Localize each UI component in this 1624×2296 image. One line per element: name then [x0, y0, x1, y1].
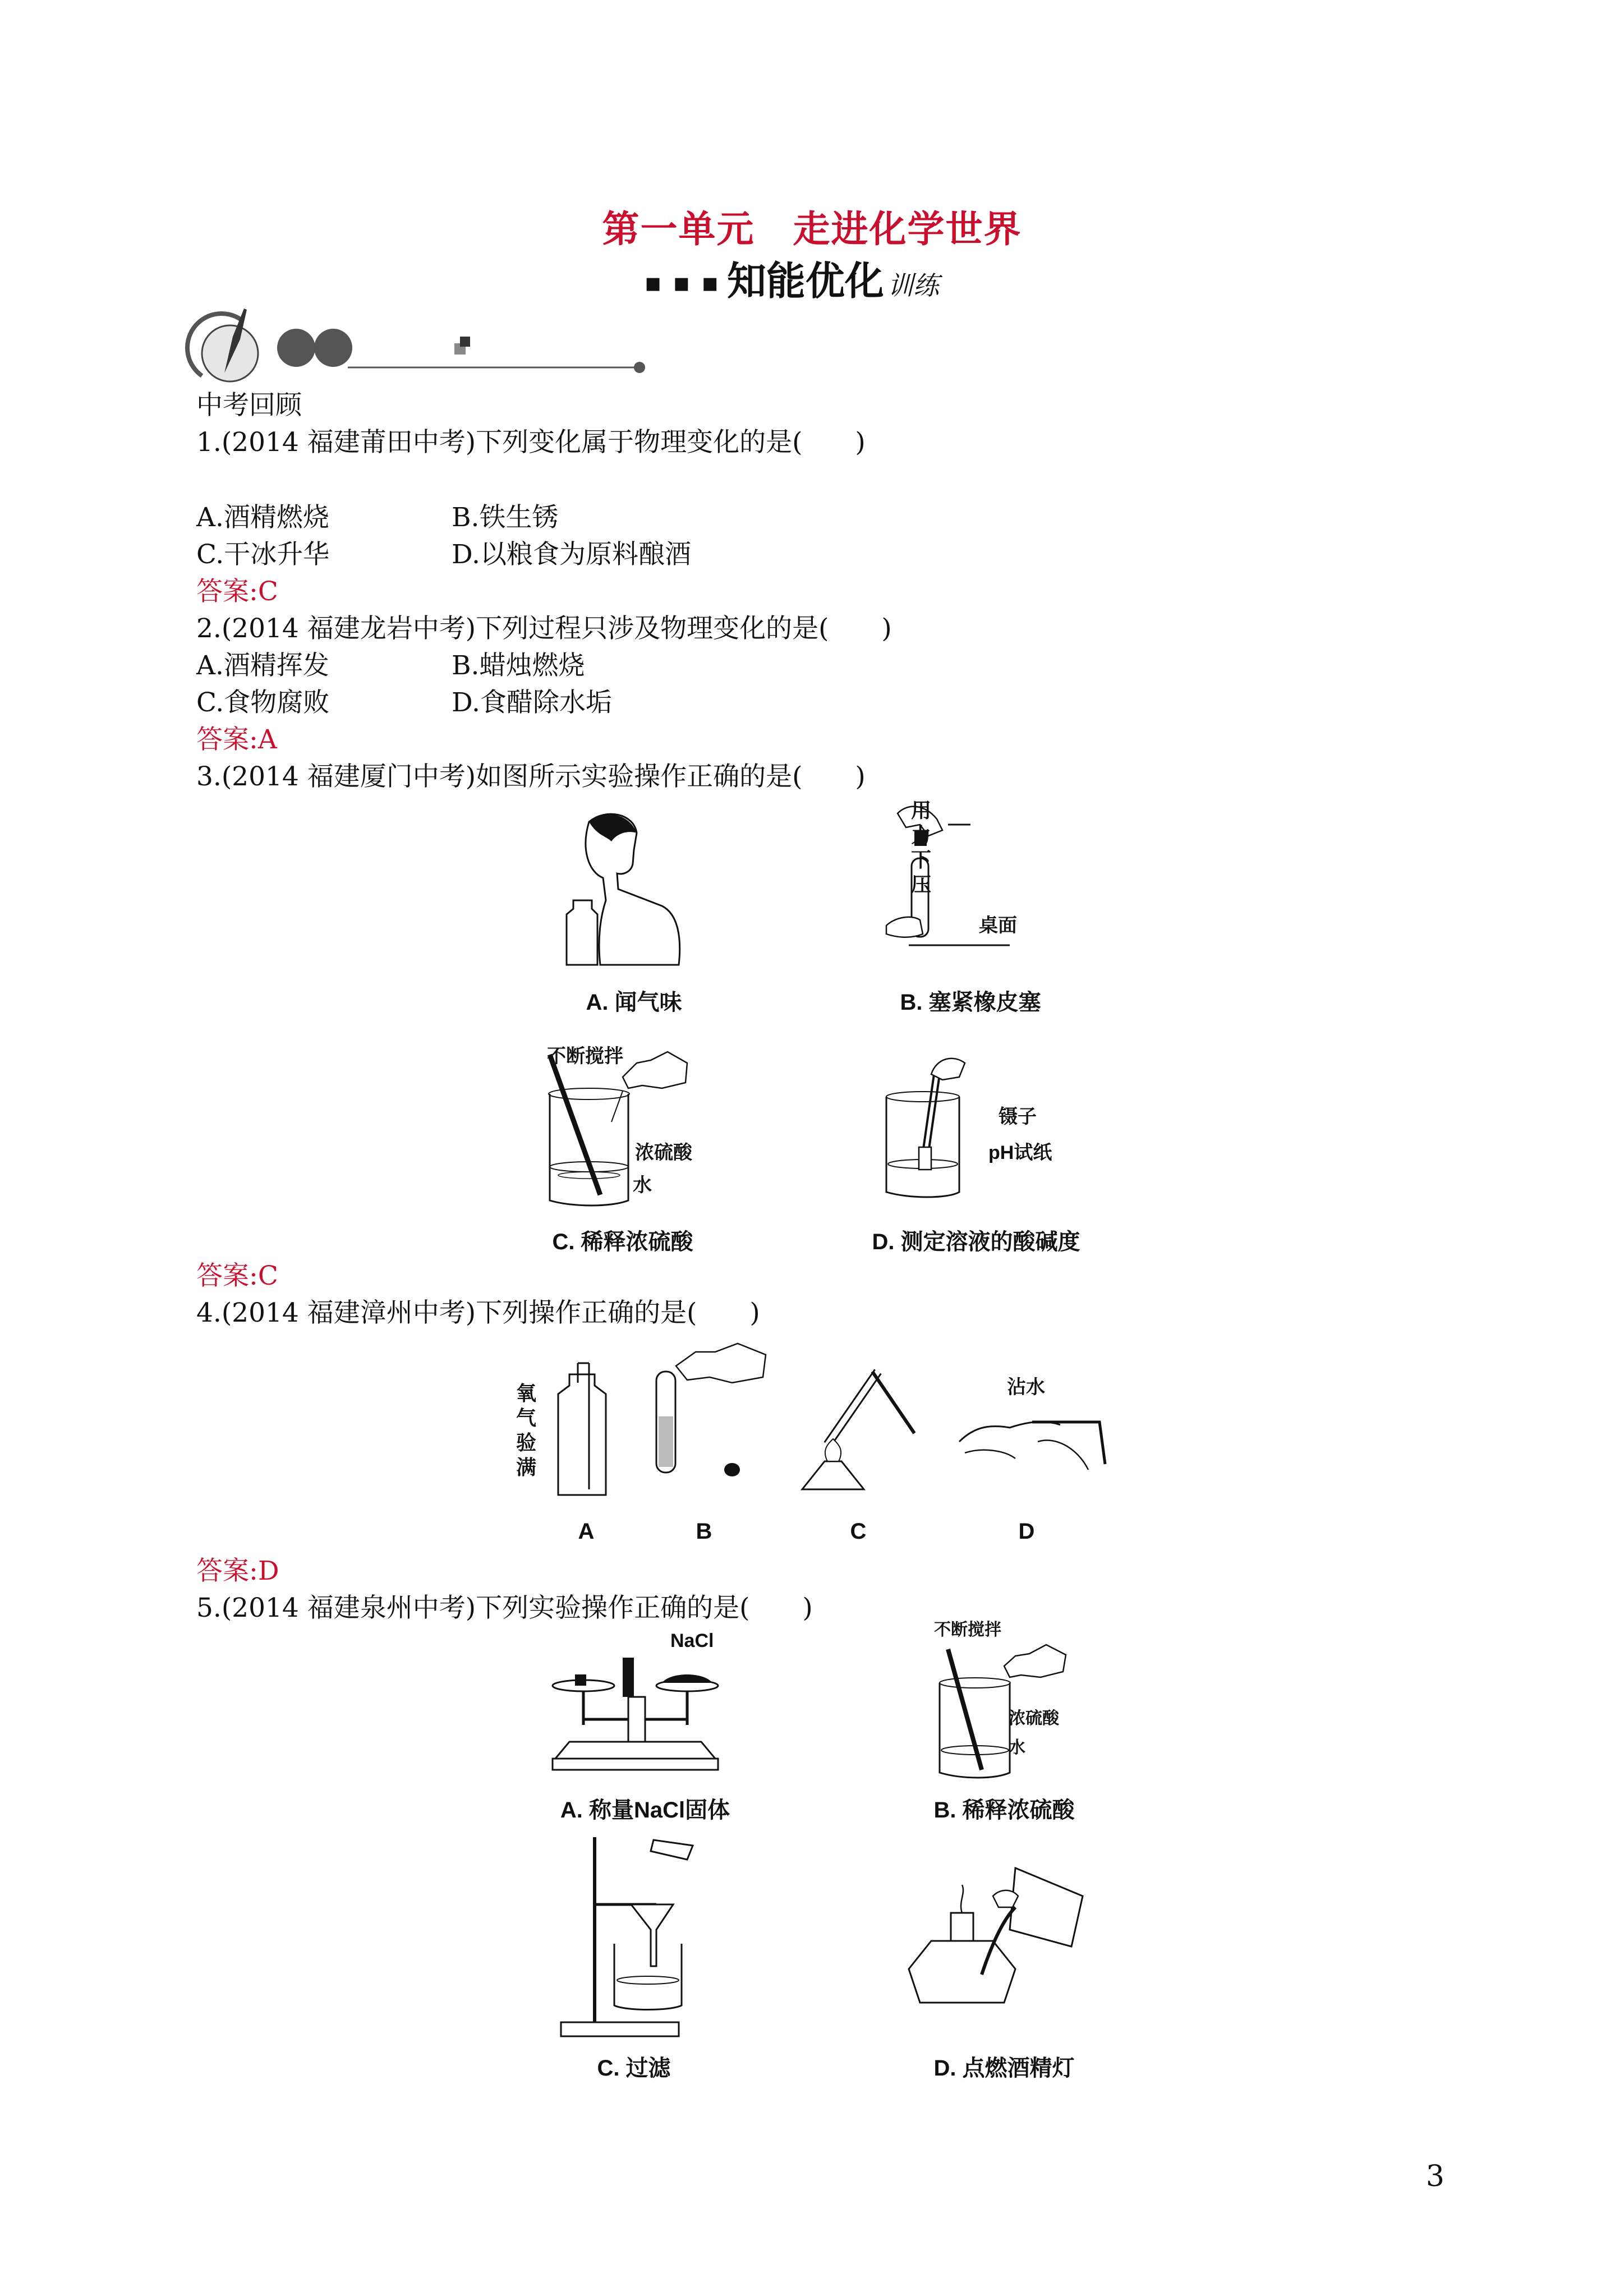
- banner-circle-2: [314, 329, 352, 367]
- q1-stem: 1.(2014 福建莆田中考)下列变化属于物理变化的是( ): [196, 427, 866, 458]
- q5-fig-d-lamp: [903, 1862, 1094, 2031]
- q4-caption-a: A: [578, 1519, 595, 1544]
- q3-label-desk: 桌面: [979, 915, 1017, 936]
- q3-label-ph-paper: pH试纸: [988, 1142, 1052, 1163]
- q3-label-tweezers: 镊子: [999, 1106, 1037, 1128]
- q2-option-d: D.食醋除水垢: [452, 687, 612, 718]
- q4-fig-b-test-tube: [654, 1338, 783, 1484]
- q3-answer: 答案:C: [196, 1260, 278, 1291]
- q4-fig-c-heating: [794, 1360, 928, 1501]
- q5-stem: 5.(2014 福建泉州中考)下列实验操作正确的是( ): [196, 1593, 813, 1623]
- q3-caption-a: A. 闻气味: [586, 990, 682, 1015]
- q5-caption-c: C. 过滤: [597, 2056, 671, 2081]
- q3-label-water: 水: [633, 1175, 652, 1196]
- q3-fig-d-ph: [875, 1052, 1038, 1209]
- q5-label-acid: 浓硫酸: [1009, 1709, 1059, 1728]
- brush-icon: [187, 309, 258, 381]
- subtitle-dots-decoration: ■ ■ ■: [645, 274, 721, 294]
- q1-answer: 答案:C: [196, 576, 278, 607]
- q1-option-d: D.以粮食为原料酿酒: [452, 539, 691, 570]
- q5-fig-a-balance: [550, 1646, 740, 1775]
- q3-label-acid: 浓硫酸: [635, 1142, 692, 1163]
- q2-option-b: B.蜡烛燃烧: [452, 650, 585, 681]
- q3-label-press: 用力下压: [910, 799, 931, 896]
- section-subtitle: [645, 250, 939, 306]
- q4-fig-a-gas-bottle: [544, 1360, 617, 1501]
- q4-caption-c: C: [850, 1519, 867, 1544]
- q4-stem: 4.(2014 福建漳州中考)下列操作正确的是( ): [196, 1297, 760, 1328]
- banner-end-dot: [634, 362, 645, 373]
- q3-caption-d: D. 测定溶液的酸碱度: [872, 1230, 1080, 1254]
- subtitle-main: 知能优化: [726, 258, 884, 304]
- unit-title: 第一单元 走进化学世界: [602, 207, 1022, 251]
- q2-option-a: A.酒精挥发: [196, 650, 329, 681]
- q2-answer: 答案:A: [196, 724, 277, 755]
- q4-fig-d-glass-tube: [948, 1397, 1116, 1492]
- q5-caption-a: A. 称量NaCl固体: [560, 1798, 730, 1823]
- q2-stem: 2.(2014 福建龙岩中考)下列过程只涉及物理变化的是( ): [196, 613, 892, 644]
- q4-caption-d: D: [1018, 1519, 1035, 1544]
- q4-answer: 答案:D: [196, 1556, 279, 1586]
- banner-circle-1: [277, 329, 315, 367]
- q4-label-oxygen-test: 氧气验满: [516, 1382, 536, 1479]
- section-banner: [191, 297, 651, 387]
- q5-label-water: 水: [1009, 1738, 1025, 1757]
- subtitle-small: 训练: [887, 270, 939, 301]
- q3-fig-b-stopper: [875, 797, 1021, 965]
- q3-label-stir: 不断搅拌: [547, 1046, 623, 1067]
- q5-caption-b: B. 稀释浓硫酸: [933, 1798, 1075, 1823]
- section-heading: 中考回顾: [196, 390, 302, 421]
- q4-label-wet: 沾水: [1007, 1377, 1045, 1398]
- q5-fig-c-filtration: [553, 1837, 721, 2045]
- q1-option-b: B.铁生锈: [452, 502, 559, 533]
- banner-square-2: [460, 337, 470, 347]
- q3-fig-c-dilution: [539, 1043, 696, 1212]
- q3-caption-b: B. 塞紧橡皮塞: [900, 990, 1041, 1015]
- q3-stem: 3.(2014 福建厦门中考)如图所示实验操作正确的是( ): [196, 761, 866, 792]
- q5-label-nacl: NaCl: [670, 1630, 714, 1651]
- q3-fig-a-smell: [567, 811, 701, 968]
- q1-option-a: A.酒精燃烧: [196, 502, 329, 533]
- page-number: 3: [1425, 2160, 1444, 2193]
- q4-caption-b: B: [696, 1519, 712, 1544]
- q1-option-c: C.干冰升华: [196, 539, 330, 570]
- q3-caption-c: C. 稀释浓硫酸: [552, 1230, 693, 1254]
- q2-option-c: C.食物腐败: [196, 687, 330, 718]
- q5-label-stir: 不断搅拌: [934, 1621, 1001, 1639]
- q5-caption-d: D. 点燃酒精灯: [933, 2056, 1075, 2081]
